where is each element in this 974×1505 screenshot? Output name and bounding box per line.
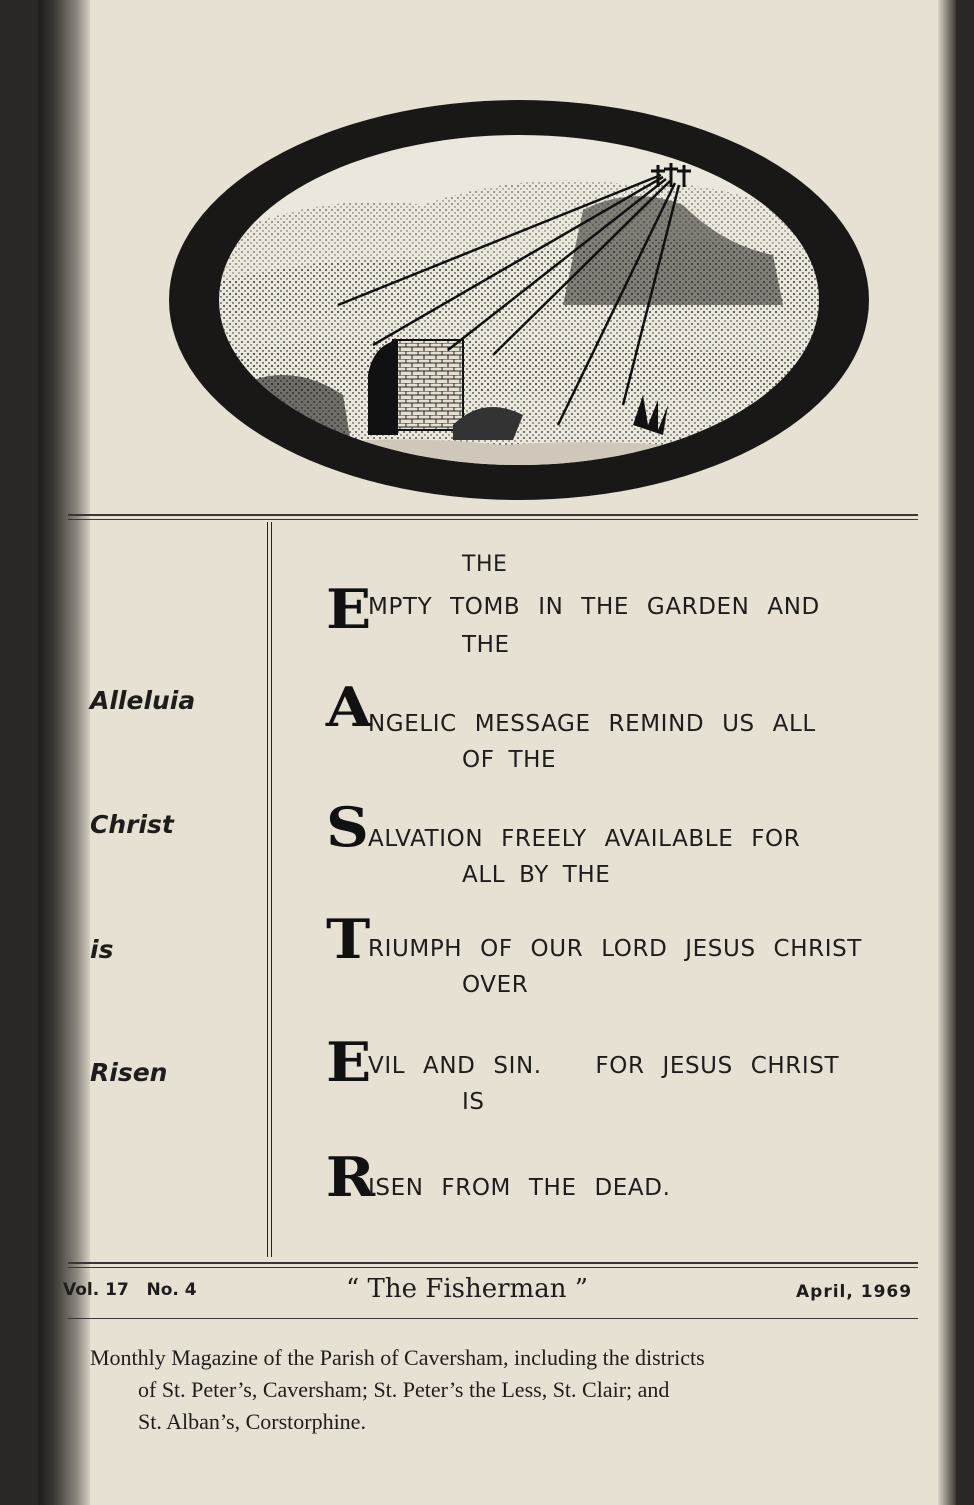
acrostic-text: VIL AND SIN. FOR JESUS CHRIST [368,1053,840,1079]
acrostic-continuation: THE [462,632,510,658]
magazine-title: “ The Fisherman ” [346,1274,589,1304]
publication-description [90,1342,910,1438]
side-word-christ: Christ [90,810,174,839]
acrostic-initial-e: E [325,577,372,641]
acrostic-continuation: IS [462,1089,485,1115]
column-divider-inner [271,522,272,1257]
acrostic-text: RIUMPH OF OUR LORD JESUS CHRIST [368,936,862,962]
magazine-page [38,0,956,1505]
acrostic-initial-t: T [325,907,371,971]
acrostic-initial-r: R [325,1145,376,1209]
side-word-is: is [90,935,114,964]
volume-number: Vol. 17 No. 4 [63,1280,197,1300]
issue-date: April, 1969 [796,1282,913,1302]
acrostic-continuation: ALL BY THE [462,862,611,888]
acrostic-pre-text: THE [462,552,508,577]
acrostic-text: ALVATION FREELY AVAILABLE FOR [368,826,801,852]
masthead-top-rule-thin [68,1267,918,1268]
acrostic-text: NGELIC MESSAGE REMIND US ALL [368,711,816,737]
page-edge-shadow [938,0,956,1505]
side-word-risen: Risen [90,1058,168,1087]
empty-tomb-illustration [163,95,875,505]
acrostic-continuation: OVER [462,972,529,998]
description-line-2: of St. Peter’s, Caversham; St. Peter’s the Less, St. Clair; and [138,1377,670,1402]
acrostic-initial-e2: E [325,1030,372,1094]
column-divider [267,522,268,1257]
acrostic-initial-s: S [326,795,369,859]
side-word-alleluia: Alleluia [90,686,196,715]
acrostic-text: ISEN FROM THE DEAD. [368,1175,671,1201]
masthead-bottom-rule [68,1318,918,1319]
description-line-3: St. Alban’s, Corstorphine. [138,1409,366,1434]
top-rule-thin [68,519,918,520]
masthead-top-rule [68,1262,918,1264]
acrostic-initial-a: A [325,675,373,739]
acrostic-continuation: OF THE [462,747,557,773]
description-line-1: Monthly Magazine of the Parish of Caversham, including the districts [90,1345,705,1370]
acrostic-text: MPTY TOMB IN THE GARDEN AND [368,594,820,620]
top-rule [68,514,918,516]
